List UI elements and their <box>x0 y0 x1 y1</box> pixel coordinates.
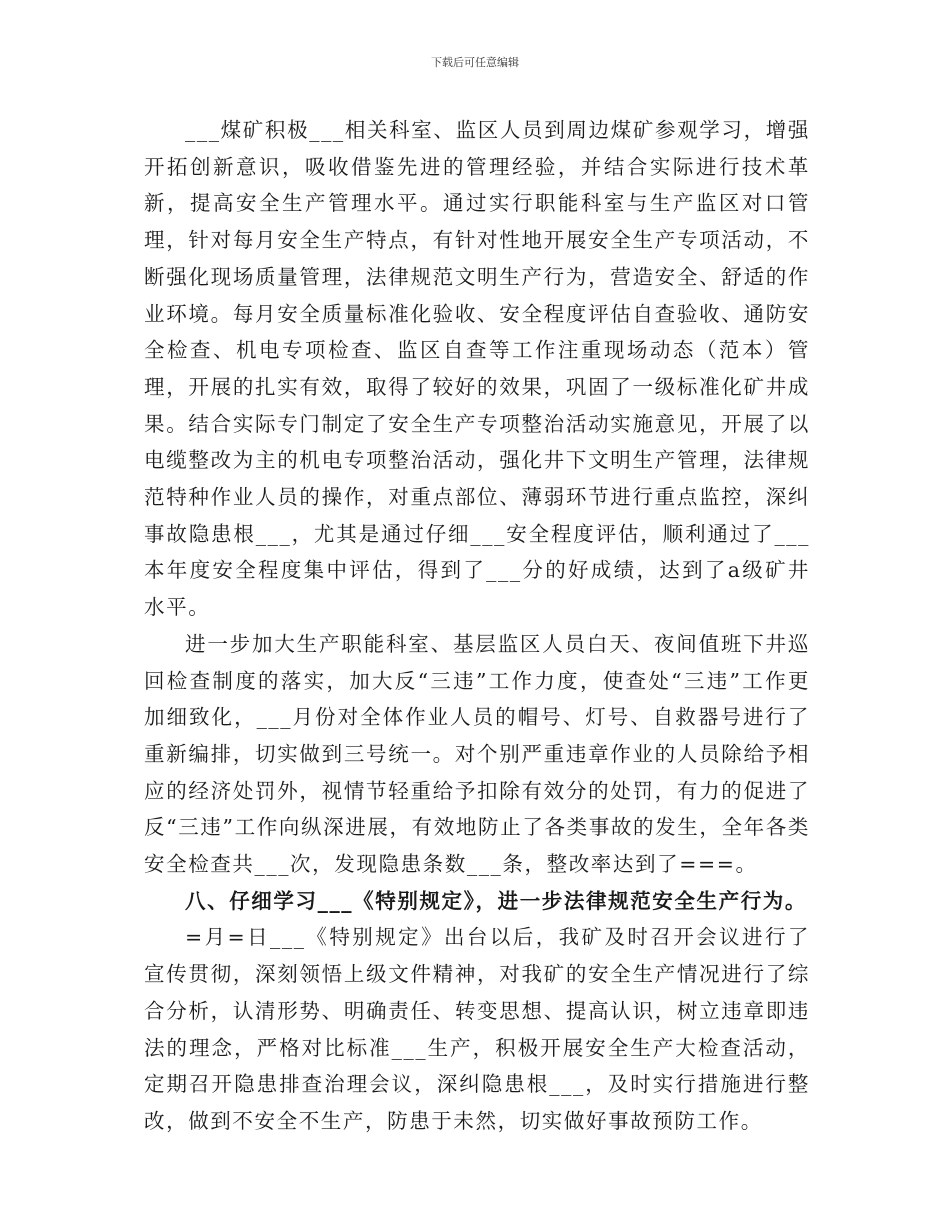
document-body <box>144 112 810 1140</box>
body-paragraph-1: ___煤矿积极___相关科室、监区人员到周边煤矿参观学习，增强开拓创新意识，吸收借鉴先进的管理经验，并结合实际进行技术革新，提高安全生产管理水平。通过实行职能科室与生产监区对口管理，针对每月安全生产特点，有针对性地开展安全生产专项活动，不断强化现场质量管理，法律规范文明生产行为，营造安全、舒适的作业环境。每月安全质量标准化验收、安全程度评估自查验收、通防安全检查、机电专项检查、监区自查等工作注重现场动态（范本）管理，开展的扎实有效，取得了较好的效果，巩固了一级标准化矿井成果。结合实际专门制定了安全生产专项整治活动实施意见，开展了以电缆整改为主的机电专项整治活动，强化井下文明生产管理，法律规范特种作业人员的操作，对重点部位、薄弱环节进行重点监控，深纠事故隐患根___，尤其是通过仔细___安全程度评估，顺利通过了___本年度安全程度集中评估，得到了___分的好成绩，达到了a级矿井水平。 <box>144 118 810 620</box>
page-header: 下载后可任意编辑 <box>431 56 519 69</box>
section-heading: 八、仔细学习___《特别规定》，进一步法律规范安全生产行为。 <box>185 888 807 913</box>
body-paragraph-2: 进一步加大生产职能科室、基层监区人员白天、夜间值班下井巡回检查制度的落实，加大反“三违”工作力度，使查处“三违”工作更加细致化，___月份对全体作业人员的帽号、灯号、自救器号进行了重新编排，切实做到三号统一。对个别严重违章作业的人员除给予相应的经济处罚外，视情节轻重给予扣除有效分的处罚，有力的促进了反“三违”工作向纵深进展，有效地防止了各类事故的发生，全年各类安全检查共___次，发现隐患条数___条，整改率达到了===。 <box>144 631 810 877</box>
body-paragraph-3: =月=日___《特别规定》出台以后，我矿及时召开会议进行了宣传贯彻，深刻领悟上级文件精神，对我矿的安全生产情况进行了综合分析，认清形势、明确责任、转变思想、提高认识，树立违章即违法的理念，严格对比标准___生产，积极开展安全生产大检查活动，定期召开隐患排查治理会议，深纠隐患根___，及时实行措施进行整改，做到不安全不生产，防患于未然，切实做好事故预防工作。 <box>144 925 810 1133</box>
